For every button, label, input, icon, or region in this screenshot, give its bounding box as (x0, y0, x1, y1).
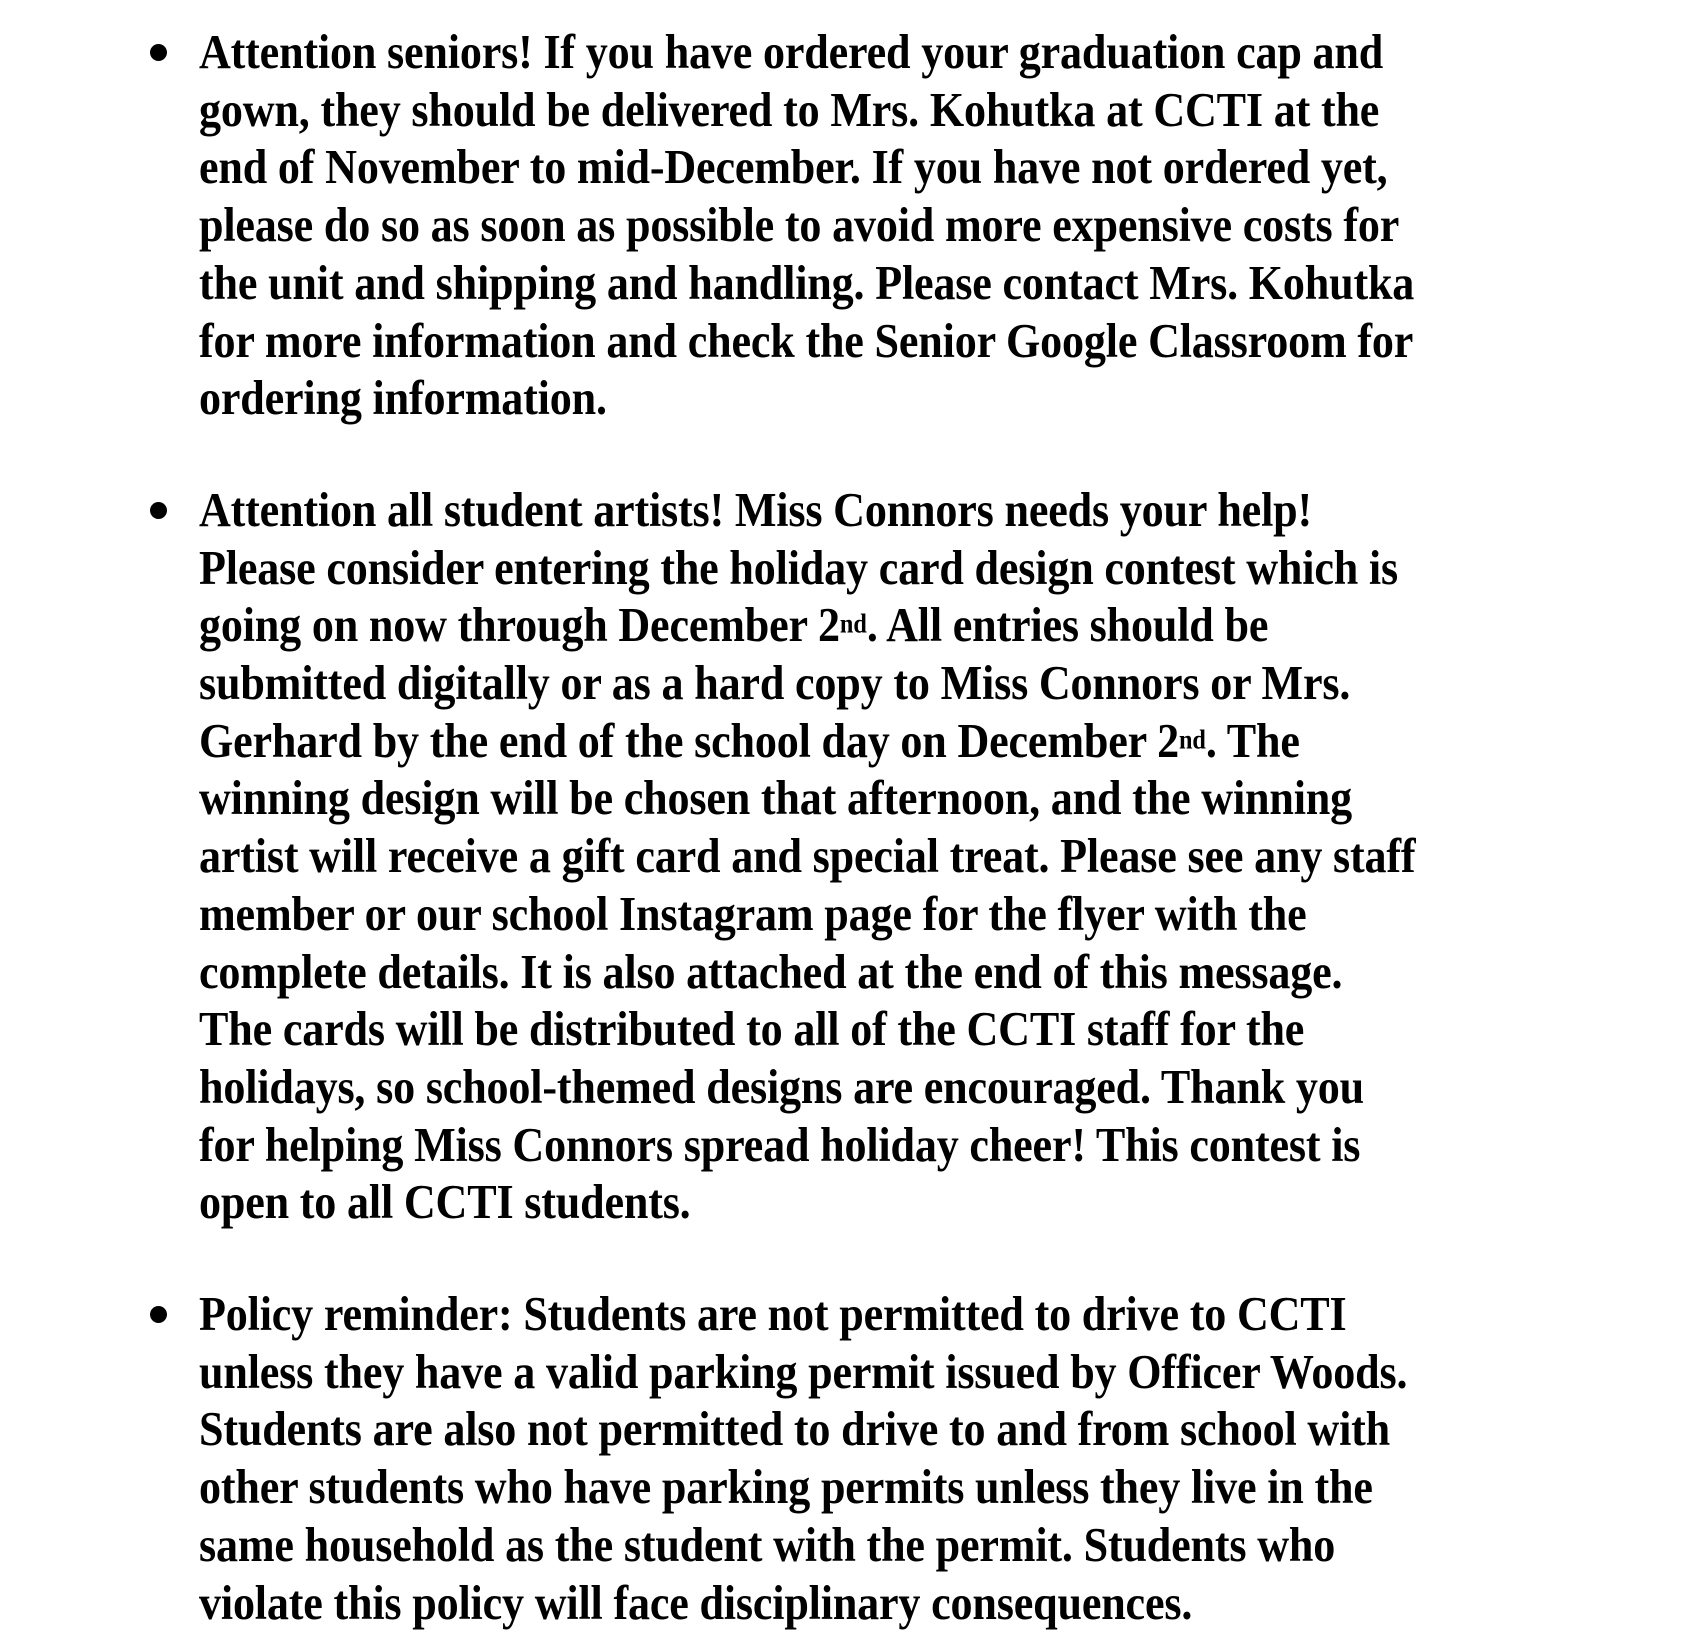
text-line: for helping Miss Connors spread holiday cheer! This contest is (199, 1116, 1361, 1172)
bullet-icon (150, 1306, 167, 1323)
ordinal-suffix: nd (1178, 724, 1206, 755)
text-line: same household as the student with the permit. Students who (199, 1516, 1336, 1572)
bullet-icon (150, 502, 167, 519)
announcement-list (199, 23, 1660, 1631)
text-line: Policy reminder: Students are not permitted to drive to CCTI (199, 1286, 1347, 1342)
text-line: submitted digitally or as a hard copy to Miss Connors or Mrs. (199, 655, 1351, 711)
announcement-text (199, 23, 1514, 427)
announcement-item (199, 1285, 1660, 1631)
text-line: Gerhard by the end of the school day on December 2nd. The (199, 712, 1300, 768)
text-line: holidays, so school-themed designs are encouraged. Thank you (199, 1058, 1364, 1114)
text-line: the unit and shipping and handling. Please contact Mrs. Kohutka (199, 254, 1415, 310)
text-line: gown, they should be delivered to Mrs. Kohutka at CCTI at the (199, 81, 1380, 137)
text-line: other students who have parking permits unless they live in the (199, 1459, 1373, 1515)
announcement-item (199, 481, 1660, 1231)
text-line: Attention all student artists! Miss Connors needs your help! (199, 481, 1313, 537)
text-line: please do so as soon as possible to avoid more expensive costs for (199, 197, 1400, 253)
text-line: unless they have a valid parking permit issued by Officer Woods. (199, 1343, 1408, 1399)
announcement-item (199, 23, 1660, 427)
text-line: violate this policy will face disciplinary consequences. (199, 1574, 1193, 1630)
text-line: open to all CCTI students. (199, 1174, 691, 1230)
text-line: ordering information. (199, 370, 607, 426)
bullet-icon (150, 44, 167, 61)
announcement-text (199, 481, 1514, 1231)
text-line: member or our school Instagram page for the flyer with the (199, 885, 1307, 941)
text-line: Students are also not permitted to drive to and from school with (199, 1401, 1391, 1457)
text-line: complete details. It is also attached at the end of this message. (199, 943, 1343, 999)
text-line: going on now through December 2nd. All entries should be (199, 597, 1269, 653)
announcement-text (199, 1285, 1514, 1631)
ordinal-suffix: nd (839, 608, 867, 639)
text-line: winning design will be chosen that afternoon, and the winning (199, 770, 1352, 826)
text-line: artist will receive a gift card and special treat. Please see any staff (199, 828, 1416, 884)
text-line: Attention seniors! If you have ordered your graduation cap and (199, 24, 1384, 79)
text-line: end of November to mid-December. If you have not ordered yet, (199, 139, 1388, 195)
text-line: for more information and check the Senior Google Classroom for (199, 312, 1414, 368)
text-line: Please consider entering the holiday card design contest which is (199, 539, 1398, 595)
text-line: The cards will be distributed to all of the CCTI staff for the (199, 1001, 1305, 1057)
